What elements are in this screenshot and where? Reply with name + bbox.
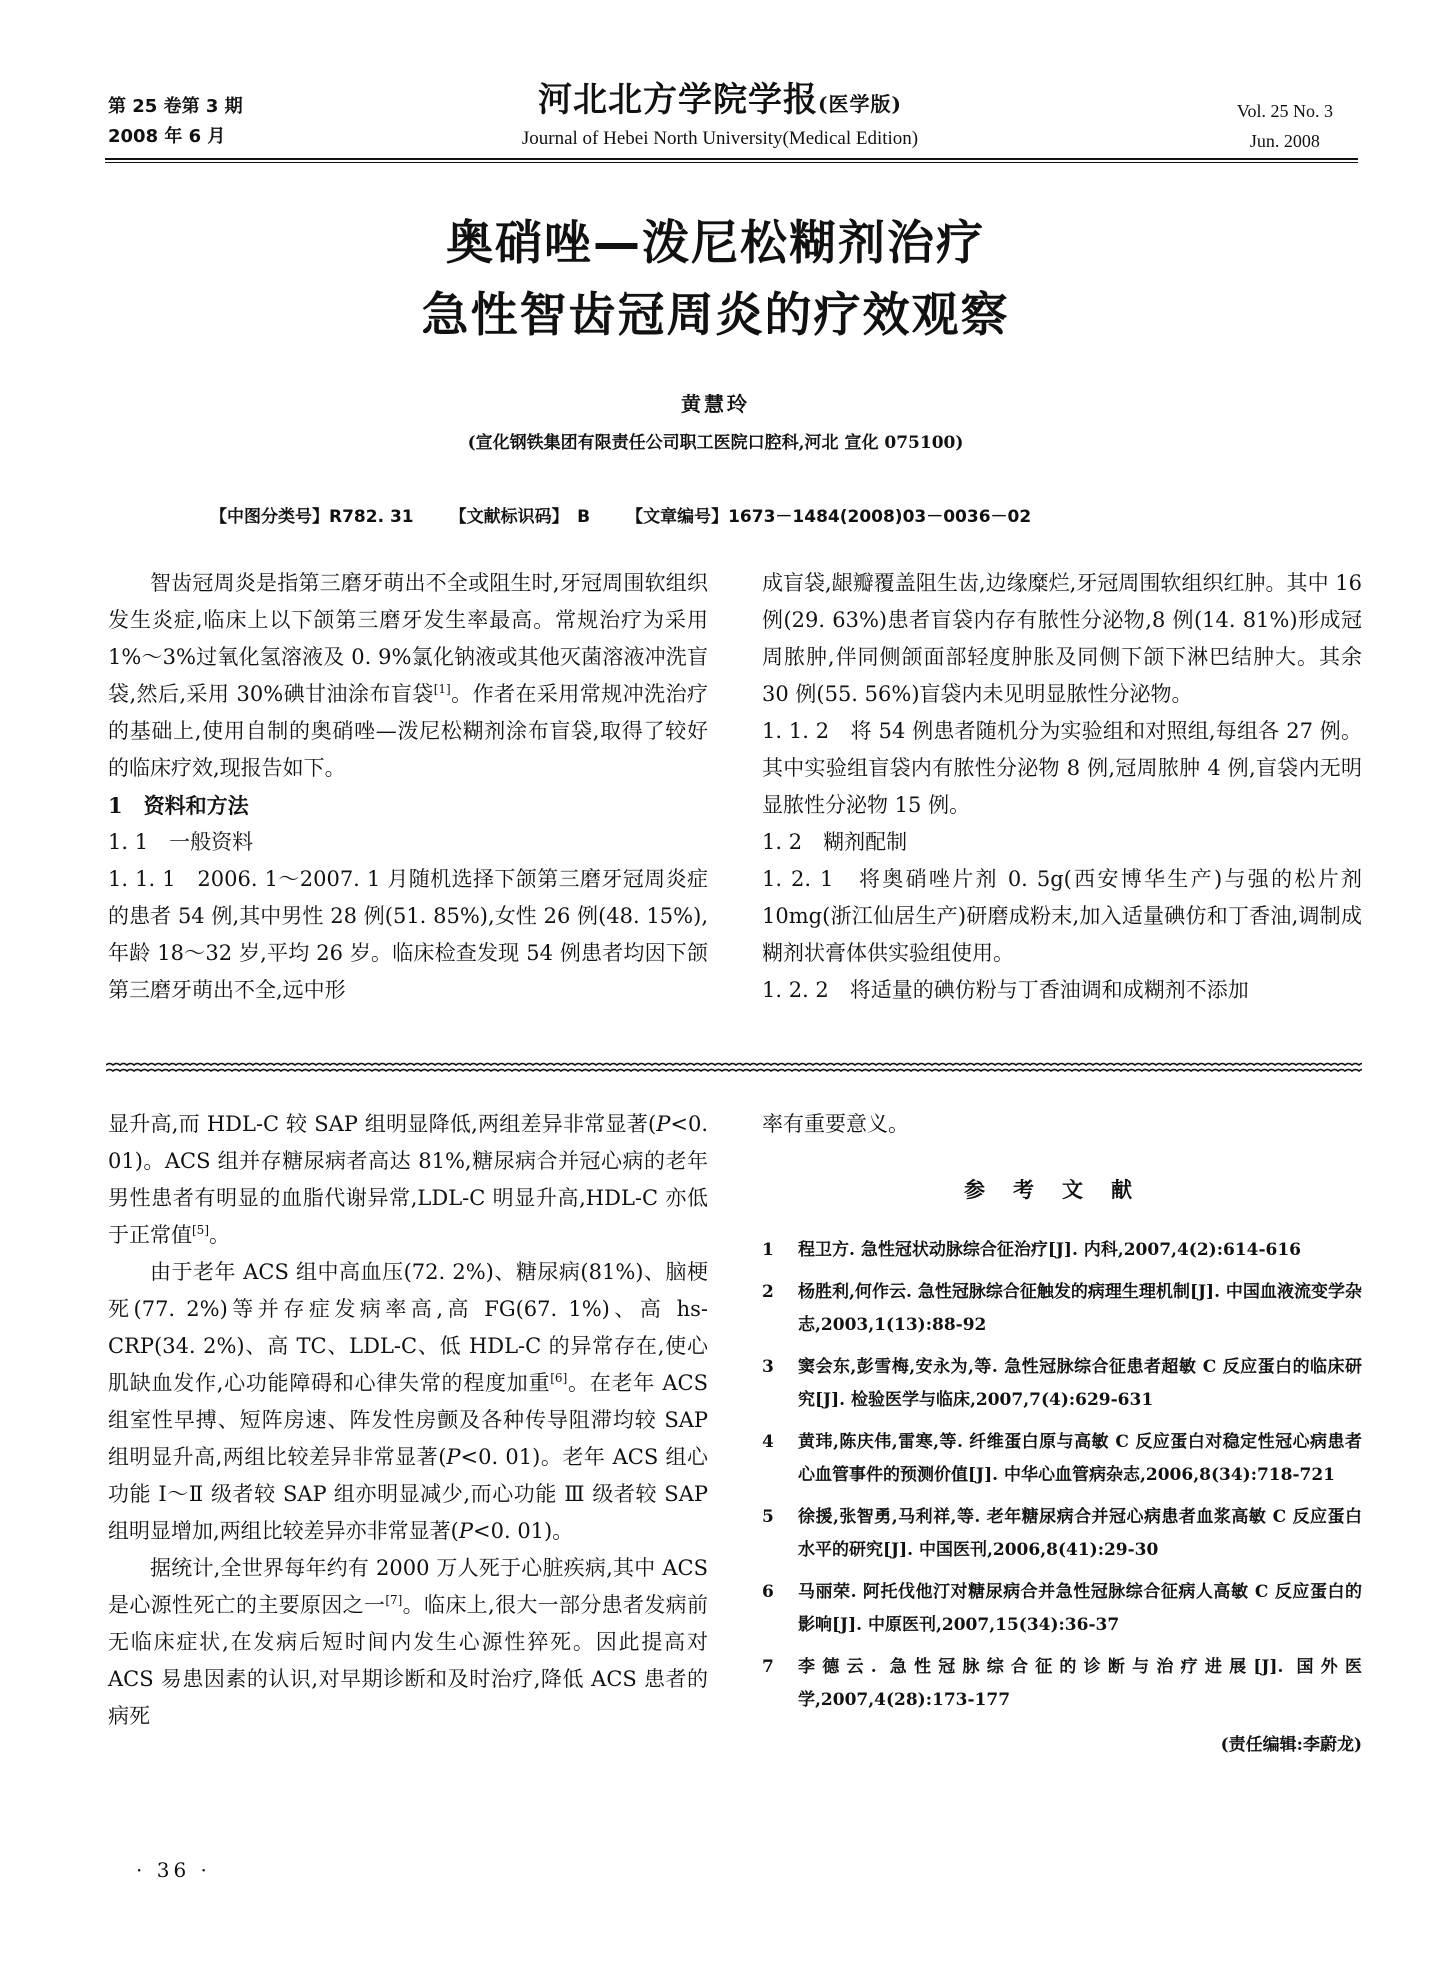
citation: [7] [385, 1593, 403, 1607]
reference-item: 1 程卫方. 急性冠状动脉综合征治疗[J]. 内科,2007,4(2):614-616 [762, 1240, 1302, 1260]
journal-edition-cn: (医学版) [818, 92, 902, 116]
document-code: 【文献标识码】 B [449, 507, 591, 527]
wavy-divider [106, 1060, 1362, 1076]
date-en: Jun. 2008 [1249, 131, 1320, 151]
author-affiliation: (宣化钢铁集团有限责任公司职工医院口腔科,河北 宣化 075100) [467, 433, 964, 453]
volume-info-en [1237, 96, 1333, 156]
section-heading: 1 资料和方法 [108, 793, 249, 818]
column-1 [108, 565, 708, 1009]
issue-date: 2008 年 6 月 [108, 126, 226, 147]
class-code: 【中图分类号】R782. 31 [210, 507, 414, 527]
column-2 [762, 565, 1362, 1009]
citation: [6] [550, 1371, 568, 1385]
volume-en: Vol. 25 No. 3 [1236, 101, 1333, 121]
subsection-heading: 1. 1 一般资料 [108, 830, 254, 854]
reference-item: 2 杨胜利,何作云. 急性冠脉综合征触发的病理生理机制[J]. 中国血液流变学杂志,2003,1(13):88-92 [762, 1282, 1362, 1335]
citation: [5] [192, 1223, 209, 1237]
page-number: · 36 · [136, 1858, 211, 1882]
header-rule-thin [105, 162, 1358, 163]
body-paragraph: 据统计,全世界每年约有 2000 万人死于心脏疾病,其中 ACS 是心源性死亡的主要原因之一[7]。临床上,很大一部分患者发病前无临床症状,在发病后短时间内发生心源性猝死。因此提高对 ACS 易患因素的认识,对早期诊断和及时治疗,降低 ACS 患者的病死 [108, 1556, 708, 1728]
journal-name-cn: 河北北方学院学报 [538, 80, 819, 120]
column-4 [762, 1106, 1362, 1764]
body-paragraph: 1. 1. 1 2006. 1～2007. 1 月随机选择下颌第三磨牙冠周炎症的患者 54 例,其中男性 28 例(51. 85%),女性 26 例(48. 15%),年龄 18～32 岁,平均 26 岁。临床检查发现 54 例患者均因下颌第三磨牙萌出不全,远中形 [108, 867, 708, 1002]
subsection-heading: 1. 2 糊剂配制 [762, 830, 908, 854]
body-paragraph: 1. 2. 1 将奥硝唑片剂 0. 5g(西安博华生产)与强的松片剂 10mg(浙江仙居生产)研磨成粉末,加入适量碘仿和丁香油,调制成糊剂状膏体供实验组使用。 [762, 867, 1362, 965]
journal-title-en: Journal of Hebei North University(Medical Edition) [521, 128, 919, 149]
journal-masthead [400, 78, 1040, 152]
article-title-line1: 奥硝唑—泼尼松糊剂治疗 [446, 216, 985, 271]
reference-item: 7 李德云. 急性冠脉综合征的诊断与治疗进展[J]. 国外医学,2007,4(28):173-177 [762, 1657, 1362, 1710]
reference-list [762, 1234, 1362, 1717]
author-name: 黄慧玲 [681, 392, 750, 416]
body-paragraph: 显升高,而 HDL-C 较 SAP 组明显降低,两组差异非常显著(P<0. 01)。ACS 组并存糖尿病者高达 81%,糖尿病合并冠心病的老年男性患者有明显的血脂代谢异常,LDL-C 明显升高,HDL-C 亦低于正常值[5]。 [108, 1112, 708, 1247]
volume-issue: 第 25 卷第 3 期 [108, 96, 243, 117]
responsible-editor: (责任编辑:李蔚龙) [1220, 1735, 1362, 1755]
reference-item: 3 窦会东,彭雪梅,安永为,等. 急性冠脉综合征患者超敏 C 反应蛋白的临床研究[J]. 检验医学与临床,2007,7(4):629-631 [762, 1357, 1362, 1410]
body-paragraph: 1. 1. 2 将 54 例患者随机分为实验组和对照组,每组各 27 例。其中实验组盲袋内有脓性分泌物 8 例,冠周脓肿 4 例,盲袋内无明显脓性分泌物 15 例。 [762, 719, 1362, 817]
body-paragraph: 由于老年 ACS 组中高血压(72. 2%)、糖尿病(81%)、脑梗死(77. 2%)等并存症发病率高,高 FG(67. 1%)、高 hs-CRP(34. 2%)、高 TC、LDL-C、低 HDL-C 的异常存在,使心肌缺血发作,心功能障碍和心律失常的程度加重[6]。在老年 ACS 组室性早搏、短阵房速、阵发性房颤及各种传导阻滞均较 SAP 组明显升高,两组比较差异非常显著(P<0. 01)。老年 ACS 组心功能 Ⅰ～Ⅱ 级者较 SAP 组亦明显减少,而心功能 Ⅲ 级者较 SAP 组明显增加,两组比较差异亦非常显著(P<0. 01)。 [108, 1260, 708, 1543]
intro-paragraph: 智齿冠周炎是指第三磨牙萌出不全或阻生时,牙冠周围软组织发生炎症,临床上以下颌第三磨牙发生率最高。常规治疗为采用 1%～3%过氧化氢溶液及 0. 9%氯化钠液或其他灭菌溶液冲洗盲袋,然后,采用 30%碘甘油涂布盲袋[1]。作者在采用常规冲洗治疗的基础上,使用自制的奥硝唑—泼尼松糊剂涂布盲袋,取得了较好的临床疗效,现报告如下。 [108, 571, 709, 780]
references-heading: 参考文献 [964, 1177, 1160, 1202]
issue-info [108, 92, 243, 152]
journal-title-cn [400, 78, 1040, 126]
body-paragraph: 成盲袋,龈瓣覆盖阻生齿,边缘糜烂,牙冠周围软组织红肿。其中 16 例(29. 63%)患者盲袋内存有脓性分泌物,8 例(14. 81%)形成冠周脓肿,伴同侧颌面部轻度肿胀及同侧下颌下淋巴结肿大。其余 30 例(55. 56%)盲袋内未见明显脓性分泌物。 [762, 571, 1362, 706]
classification-line [210, 502, 1067, 527]
body-paragraph: 率有重要意义。 [762, 1112, 909, 1136]
reference-item: 6 马丽荣. 阿托伐他汀对糖尿病合并急性冠脉综合征病人高敏 C 反应蛋白的影响[J]. 中原医刊,2007,15(34):36-37 [762, 1582, 1362, 1635]
article-title [0, 208, 1431, 352]
column-3 [108, 1106, 708, 1735]
reference-item: 5 徐援,张智勇,马利祥,等. 老年糖尿病合并冠心病患者血浆高敏 C 反应蛋白水平的研究[J]. 中国医刊,2006,8(41):29-30 [762, 1507, 1362, 1560]
header-rule [105, 158, 1358, 160]
article-number: 【文章编号】1673－1484(2008)03－0036－02 [626, 507, 1032, 527]
citation: [1] [433, 682, 451, 696]
reference-item: 4 黄玮,陈庆伟,雷寒,等. 纤维蛋白原与高敏 C 反应蛋白对稳定性冠心病患者心血管事件的预测价值[J]. 中华心血管病杂志,2006,8(34):718-721 [762, 1432, 1362, 1485]
article-title-line2: 急性智齿冠周炎的疗效观察 [421, 288, 1010, 343]
body-paragraph: 1. 2. 2 将适量的碘仿粉与丁香油调和成糊剂不添加 [762, 978, 1249, 1002]
